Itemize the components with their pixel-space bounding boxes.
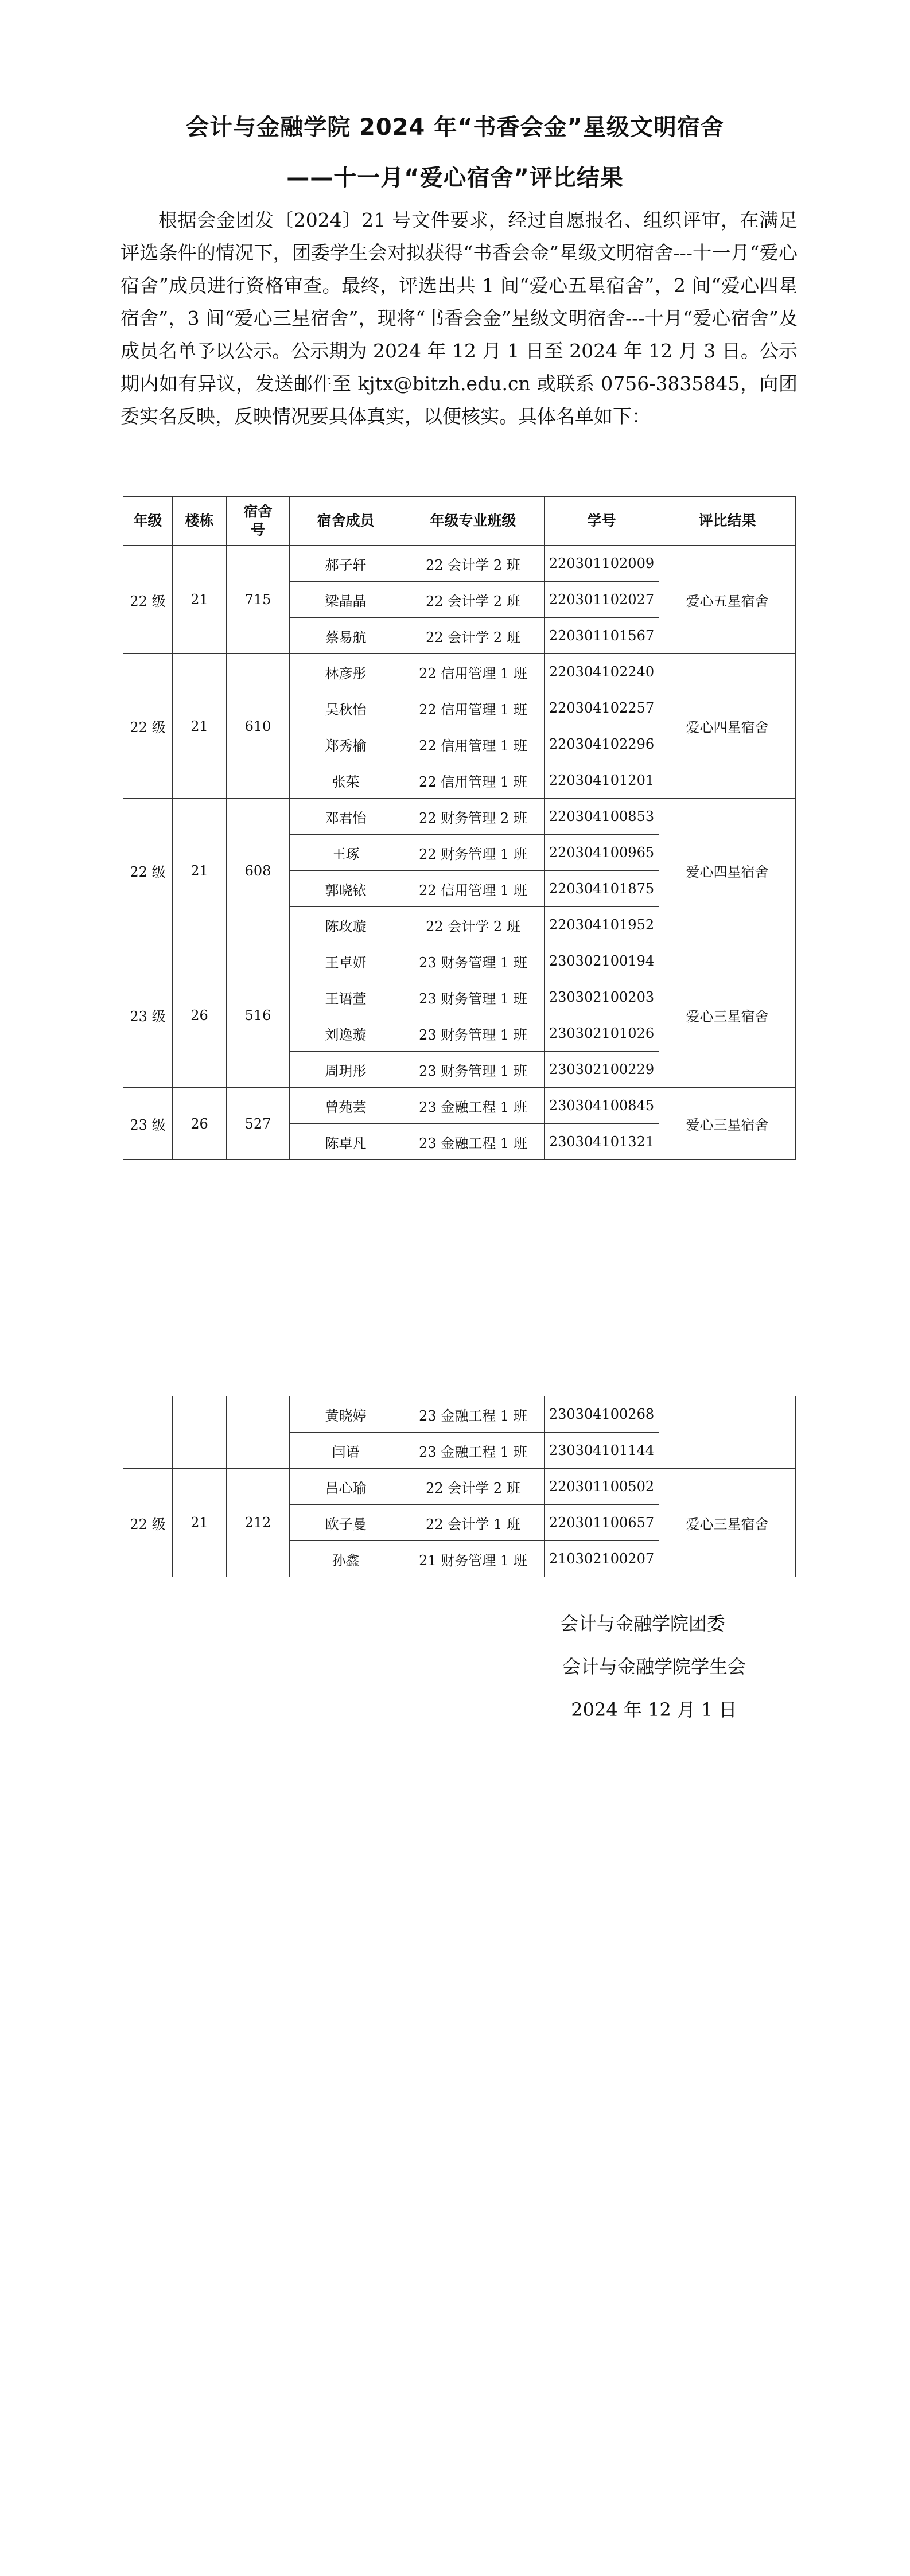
cell-major-class: 22 会计学 2 班	[402, 582, 545, 618]
cell-building: 26	[173, 943, 227, 1088]
cell-member-name: 林彦彤	[290, 654, 402, 690]
cell-student-id: 220301101567	[545, 618, 659, 654]
cell-grade: 22 级	[123, 654, 173, 799]
cell-student-id: 220304102240	[545, 654, 659, 690]
cell-major-class: 23 财务管理 1 班	[402, 1052, 545, 1088]
cell-student-id: 220304101875	[545, 871, 659, 907]
cell-member-name: 蔡易航	[290, 618, 402, 654]
cell-member-name: 欧子曼	[290, 1505, 402, 1541]
cell-student-id: 220301100502	[545, 1469, 659, 1505]
cell-member-name: 曾苑芸	[290, 1088, 402, 1124]
cell-member-name: 孙鑫	[290, 1541, 402, 1577]
cell-result: 爱心三星宿舍	[659, 1088, 796, 1160]
cell-student-id: 220304100965	[545, 835, 659, 871]
cell-grade: 23 级	[123, 1088, 173, 1160]
cell-grade: 23 级	[123, 943, 173, 1088]
cell-major-class: 23 金融工程 1 班	[402, 1088, 545, 1124]
cell-result: 爱心三星宿舍	[659, 943, 796, 1088]
table-row	[123, 1088, 796, 1124]
cell-member-name: 陈卓凡	[290, 1124, 402, 1160]
cell-room: 610	[227, 654, 290, 799]
cell-major-class: 22 会计学 2 班	[402, 546, 545, 582]
cell-member-name: 王语萱	[290, 979, 402, 1015]
cell-major-class: 23 财务管理 1 班	[402, 943, 545, 979]
header-student-id: 学号	[545, 497, 659, 546]
cell-major-class: 22 财务管理 2 班	[402, 799, 545, 835]
table-header-row	[123, 497, 796, 546]
intro-text: 根据会金团发〔2024〕21 号文件要求，经过自愿报名、组织评审，在满足评选条件的情况下，团委学生会对拟获得“书香会金”星级文明宿舍---十一月“爱心宿舍”成员进行资格审查。最终，评选出共 1 间“爱心五星宿舍”，2 间“爱心四星宿舍”，3 间“爱心三星宿舍”，现将“书香会金”星级文明宿舍---十月“爱心宿舍”及成员名单予以公示。公示期为 2024 年 12 月 1 日至 2024 年 12 月 3 日。公示期内如有异议，发送邮件至 kjtx@bitzh.edu.cn 或联系 0756-3835845，向团委实名反映，反映情况要具体真实，以便核实。具体名单如下：	[120, 209, 798, 427]
cell-member-name: 王卓妍	[290, 943, 402, 979]
cell-room: 715	[227, 546, 290, 654]
cell-building: 21	[173, 799, 227, 943]
cell-building: 21	[173, 546, 227, 654]
header-member: 宿舍成员	[290, 497, 402, 546]
cell-room: 516	[227, 943, 290, 1088]
cell-student-id: 220304102296	[545, 726, 659, 762]
intro-paragraph	[120, 204, 798, 433]
header-room: 宿舍号	[227, 497, 290, 546]
cell-major-class: 22 会计学 2 班	[402, 1469, 545, 1505]
cell-room: 212	[227, 1469, 290, 1577]
cell-student-id: 220304101201	[545, 762, 659, 799]
cell-major-class: 22 信用管理 1 班	[402, 762, 545, 799]
cell-result	[659, 1396, 796, 1469]
table-row	[123, 1469, 796, 1505]
document-title-line2: ——十一月“爱心宿舍”评比结果	[286, 165, 624, 191]
cell-student-id: 230304100268	[545, 1396, 659, 1433]
cell-student-id: 230304101144	[545, 1433, 659, 1469]
cell-major-class: 23 金融工程 1 班	[402, 1433, 545, 1469]
cell-major-class: 22 信用管理 1 班	[402, 871, 545, 907]
dorm-results-table-continued	[123, 1396, 796, 1577]
cell-major-class: 23 财务管理 1 班	[402, 1015, 545, 1052]
cell-room: 527	[227, 1088, 290, 1160]
table-body-continued	[123, 1396, 796, 1577]
cell-member-name: 王琢	[290, 835, 402, 871]
cell-member-name: 郭晓铱	[290, 871, 402, 907]
cell-student-id: 230304101321	[545, 1124, 659, 1160]
cell-result: 爱心四星宿舍	[659, 799, 796, 943]
cell-major-class: 22 会计学 1 班	[402, 1505, 545, 1541]
cell-member-name: 刘逸璇	[290, 1015, 402, 1052]
table-body	[123, 546, 796, 1160]
table-row	[123, 943, 796, 979]
table-row	[123, 546, 796, 582]
cell-student-id: 220301100657	[545, 1505, 659, 1541]
cell-student-id: 230302100194	[545, 943, 659, 979]
cell-room: 608	[227, 799, 290, 943]
cell-member-name: 张茱	[290, 762, 402, 799]
cell-building: 26	[173, 1088, 227, 1160]
cell-student-id: 220304102257	[545, 690, 659, 726]
document-title-line1: 会计与金融学院 2024 年“书香会金”星级文明宿舍	[186, 114, 724, 141]
cell-result: 爱心三星宿舍	[659, 1469, 796, 1577]
signature-org-youth-league: 会计与金融学院团委	[559, 1613, 725, 1635]
cell-member-name: 郝子轩	[290, 546, 402, 582]
cell-grade	[123, 1396, 173, 1469]
cell-major-class: 22 信用管理 1 班	[402, 690, 545, 726]
table-row	[123, 1396, 796, 1433]
cell-student-id: 230304100845	[545, 1088, 659, 1124]
cell-member-name: 梁晶晶	[290, 582, 402, 618]
header-major-class: 年级专业班级	[402, 497, 545, 546]
cell-student-id: 230302101026	[545, 1015, 659, 1052]
cell-member-name: 陈玫璇	[290, 907, 402, 943]
cell-major-class: 23 财务管理 1 班	[402, 979, 545, 1015]
table-row	[123, 654, 796, 690]
header-result: 评比结果	[659, 497, 796, 546]
cell-member-name: 邓君怡	[290, 799, 402, 835]
table-row	[123, 799, 796, 835]
cell-grade: 22 级	[123, 546, 173, 654]
cell-student-id: 230302100203	[545, 979, 659, 1015]
cell-member-name: 周玥彤	[290, 1052, 402, 1088]
signature-date: 2024 年 12 月 1 日	[571, 1699, 737, 1721]
cell-student-id: 220301102027	[545, 582, 659, 618]
cell-student-id: 230302100229	[545, 1052, 659, 1088]
dorm-results-table	[123, 496, 796, 1160]
cell-student-id: 220304101952	[545, 907, 659, 943]
cell-building: 21	[173, 654, 227, 799]
cell-member-name: 黄晓婷	[290, 1396, 402, 1433]
cell-grade: 22 级	[123, 799, 173, 943]
cell-major-class: 23 金融工程 1 班	[402, 1124, 545, 1160]
cell-major-class: 22 信用管理 1 班	[402, 654, 545, 690]
cell-student-id: 220304100853	[545, 799, 659, 835]
cell-major-class: 22 会计学 2 班	[402, 907, 545, 943]
cell-member-name: 吴秋怡	[290, 690, 402, 726]
cell-major-class: 22 会计学 2 班	[402, 618, 545, 654]
cell-member-name: 吕心瑜	[290, 1469, 402, 1505]
cell-student-id: 220301102009	[545, 546, 659, 582]
cell-member-name: 闫语	[290, 1433, 402, 1469]
cell-result: 爱心五星宿舍	[659, 546, 796, 654]
cell-room	[227, 1396, 290, 1469]
cell-building: 21	[173, 1469, 227, 1577]
cell-building	[173, 1396, 227, 1469]
cell-result: 爱心四星宿舍	[659, 654, 796, 799]
cell-major-class: 22 财务管理 1 班	[402, 835, 545, 871]
cell-member-name: 郑秀榆	[290, 726, 402, 762]
cell-major-class: 21 财务管理 1 班	[402, 1541, 545, 1577]
cell-major-class: 23 金融工程 1 班	[402, 1396, 545, 1433]
cell-grade: 22 级	[123, 1469, 173, 1577]
signature-org-student-union: 会计与金融学院学生会	[562, 1656, 746, 1678]
header-grade: 年级	[123, 497, 173, 546]
cell-major-class: 22 信用管理 1 班	[402, 726, 545, 762]
header-building: 楼栋	[173, 497, 227, 546]
cell-student-id: 210302100207	[545, 1541, 659, 1577]
